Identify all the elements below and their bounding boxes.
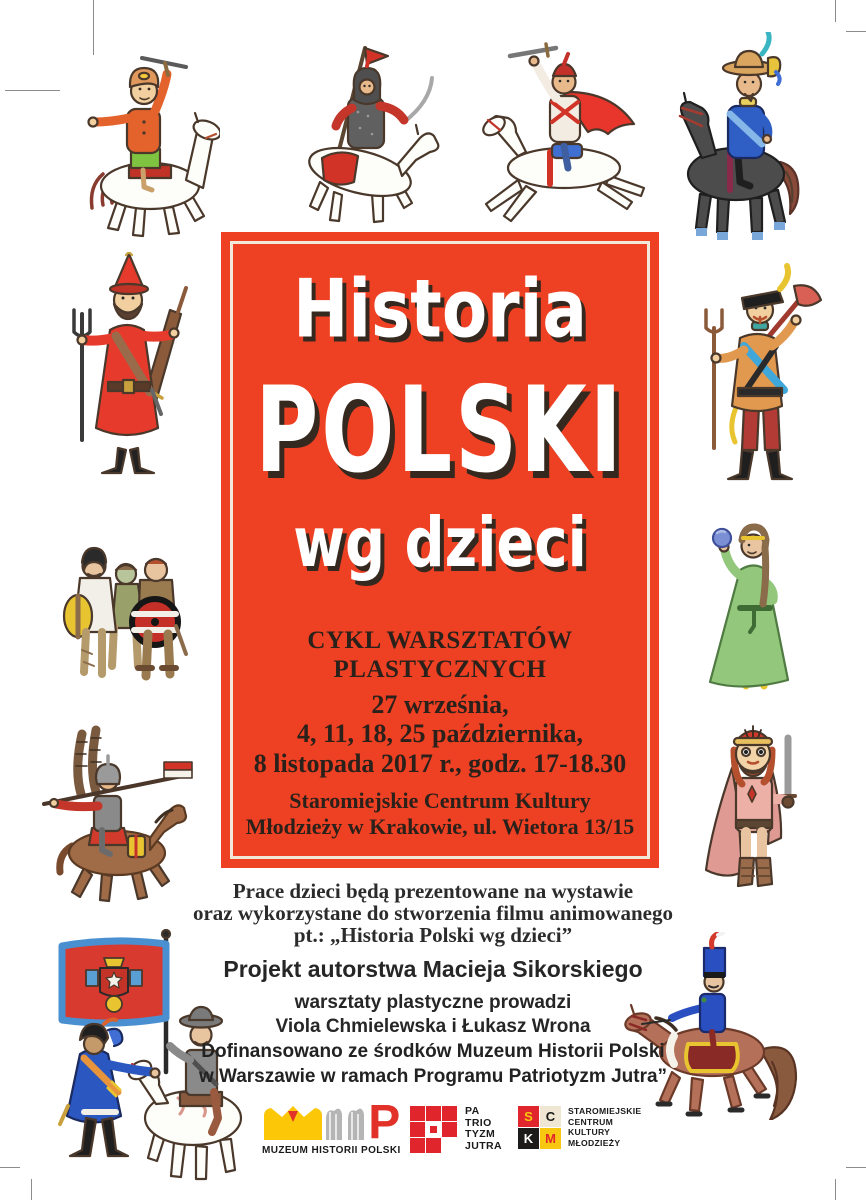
patriotyzm-jutra-wordmark [465,1106,502,1152]
child-drawing-chainmail-knight-spear [268,42,448,232]
mhp-wings-icon [324,1102,366,1142]
sckm-wordmark [568,1106,641,1148]
pj-block [442,1106,457,1121]
workshop-leaders [133,991,733,1039]
sckm-line-3: KULTURY [568,1127,611,1137]
pj-line-4: JUTRA [465,1139,503,1152]
pj-block-center [426,1122,441,1137]
pj-line-2: TRIO [465,1116,492,1129]
venue-line-2: Młodzieży w Krakowie, ul. Wietora 13/15 [245,814,635,840]
venue-address [221,788,659,841]
pj-block-empty [442,1138,457,1153]
crop-mark-top-left-h [5,90,60,91]
crop-mark-bottom-left-h [0,1167,20,1168]
chainmail-knight-illustration [268,42,448,232]
workshop-line-1: warsztaty plastyczne prowadzi [294,992,572,1013]
title-line-2: POLSKI [255,362,625,500]
three-warriors-illustration [42,522,200,684]
pj-block [410,1138,425,1153]
venue-line-1: Staromiejskie Centrum Kultury [289,788,591,813]
funding-line-2: w Warszawie w ramach Programu Patriotyzm Jutra” [198,1066,668,1087]
project-author: Projekt autorstwa Macieja Sikorskiego [223,956,643,982]
info-line-1: Prace dzieci będą prezentowane na wystawie [232,879,634,903]
sckm-letter-k: K [518,1128,539,1149]
child-drawing-king-pink-cape-sword [692,712,812,897]
subtitle-line-1: CYKL WARSZTATÓW [307,627,573,654]
mhp-logo-row [262,1096,401,1149]
sckm-line-1: STAROMIEJSKIE [568,1106,642,1116]
workshop-series-subtitle [221,626,659,684]
info-line-3: pt.: „Historia Polski wg dzieci” [293,923,573,947]
pj-line-1: PA [465,1105,480,1117]
info-line-2: oraz wykorzystane do stworzenia filmu animowanego [192,901,674,925]
cavalier-illustration [652,32,817,242]
sckm-line-4: MŁODZIEŻY [568,1137,621,1148]
child-drawing-cavalier-black-horse [652,32,817,242]
king-illustration [692,712,812,897]
turban-rider-illustration [70,38,220,238]
funding-line-1: Dofinansowano ze środków Muzeum Historii Polski [201,1041,665,1062]
sckm-logo [518,1106,641,1149]
title-line-1: Historia [293,262,587,356]
sckm-letter-m: M [540,1128,561,1149]
child-drawing-turban-rider-white-horse [70,38,220,238]
mhp-letter-p: P [368,1096,401,1149]
sckm-icon [518,1106,561,1149]
funding-note [133,1039,733,1089]
green-lady-illustration [698,500,808,698]
subtitle-line-2: PLASTYCZNYCH [333,656,547,683]
pj-block [426,1138,441,1153]
nobleman-axe-illustration [690,258,825,486]
mhp-crown-icon [262,1102,324,1142]
pj-block [442,1122,457,1137]
crop-mark-top-right-h [846,31,866,32]
sckm-line-2: CENTRUM [568,1116,614,1127]
child-drawing-nobleman-axe-pitchfork [690,258,825,486]
title-box [221,232,659,868]
pj-block [410,1106,425,1121]
crop-mark-bottom-right-h [846,1167,866,1168]
mhp-logo [262,1096,401,1156]
child-drawing-lady-green-dress-orb [698,500,808,698]
workshop-line-2: Viola Chmielewska i Łukasz Wrona [275,1016,591,1037]
sckm-letter-c: C [540,1106,561,1127]
exhibition-info [133,880,733,946]
dates-line-3: 8 listopada 2017 r., godz. 17-18.30 [253,748,627,778]
workshop-dates [221,690,659,778]
dates-line-1: 27 września, [371,690,509,719]
title-line-3: wg dzieci [293,504,587,584]
pj-line-3: TYZM [465,1128,496,1140]
crop-mark-top-right-v [835,0,836,22]
child-drawing-three-medieval-warriors [42,522,200,684]
pj-block [410,1122,425,1137]
child-drawing-red-robe-soldier [52,252,204,480]
crop-mark-bottom-right-v [835,1179,836,1200]
patriotyzm-jutra-icon [410,1106,457,1153]
child-drawing-red-cape-rider-sword [452,40,657,235]
red-robe-soldier-illustration [52,252,204,480]
dates-line-2: 4, 11, 18, 25 października, [296,719,583,749]
red-cape-rider-illustration [452,40,657,235]
sckm-letter-s: S [518,1106,539,1127]
pj-center-dot [430,1126,437,1133]
mhp-logo-label: MUZEUM HISTORII POLSKI [262,1145,401,1156]
pj-block [426,1106,441,1121]
patriotyzm-jutra-logo [410,1106,502,1153]
